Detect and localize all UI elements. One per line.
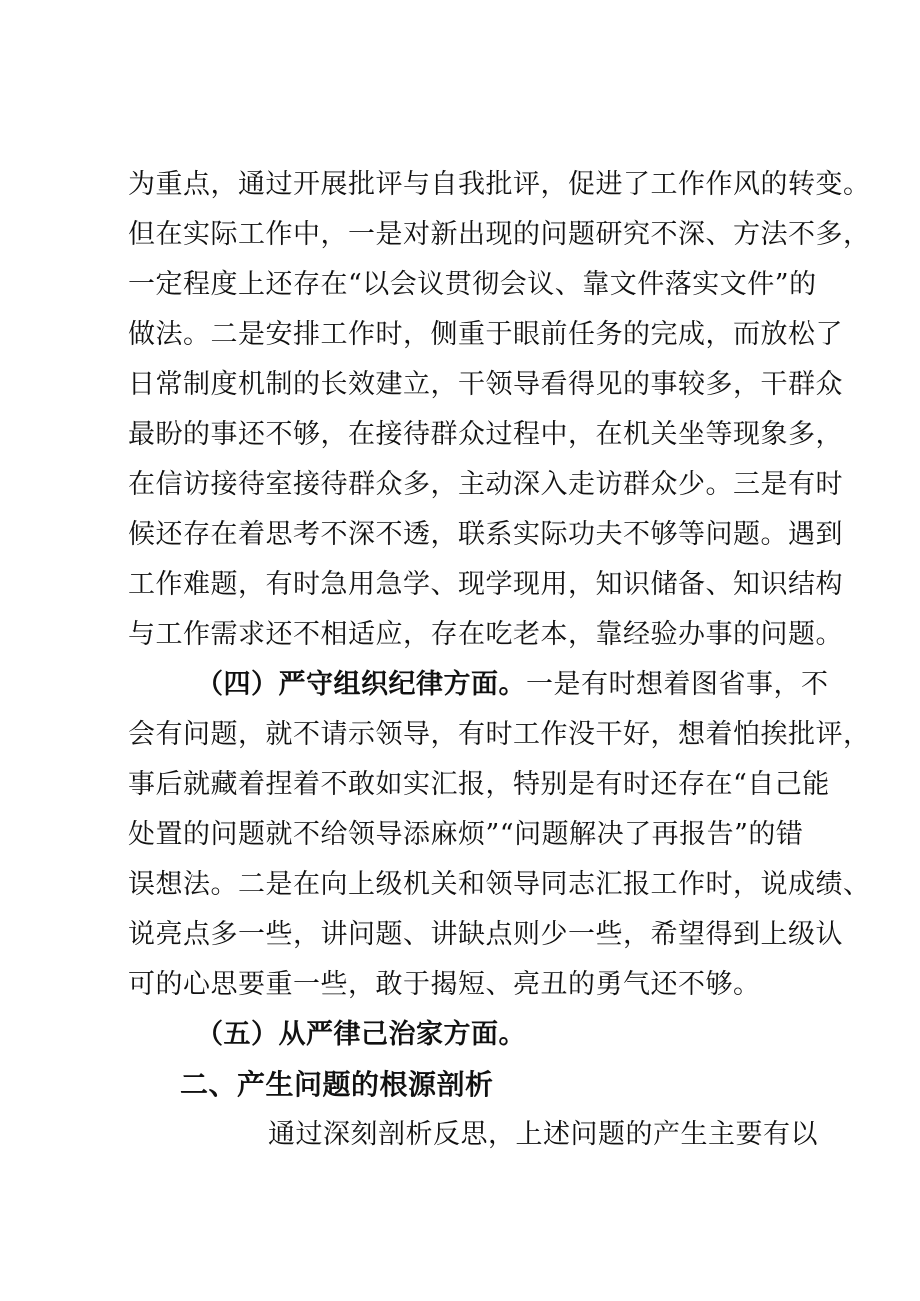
paragraph-line: 在信访接待室接待群众多，主动深入走访群众少。三是有时 (128, 469, 843, 500)
paragraph-line: 与工作需求还不相适应，存在吃老本，靠经验办事的问题。 (128, 619, 843, 650)
paragraph-line: 做法。二是安排工作时，侧重于眼前任务的完成，而放松了 (128, 319, 843, 350)
paragraph-line: 为重点，通过开展批评与自我批评，促进了工作作风的转变。 (128, 169, 871, 200)
paragraph-line: 会有问题，就不请示领导，有时工作没干好，想着怕挨批评， (128, 719, 871, 750)
paragraph-line: 一定程度上还存在“以会议贯彻会议、靠文件落实文件”的 (128, 269, 817, 300)
paragraph-line: 候还存在着思考不深不透，联系实际功夫不够等问题。遇到 (128, 519, 843, 550)
section5-heading: （五）从严律己治家方面。 (196, 1019, 526, 1050)
paragraph-line: 最盼的事还不够，在接待群众过程中，在机关坐等现象多， (128, 419, 843, 450)
paragraph-line: 日常制度机制的长效建立，干领导看得见的事较多，干群众 (128, 369, 843, 400)
paragraph-line: 工作难题，有时急用急学、现学现用，知识储备、知识结构 (128, 569, 843, 600)
paragraph-line: 误想法。二是在向上级机关和领导同志汇报工作时，说成绩、 (128, 869, 871, 900)
paragraph-line: 通过深刻剖析反思，上述问题的产生主要有以 (268, 1119, 818, 1150)
section4-first-line-text: 一是有时想着图省事，不 (526, 669, 829, 700)
section4-first-line (196, 665, 876, 705)
part2-heading: 二、产生问题的根源剖析 (180, 1068, 494, 1101)
paragraph-line: 事后就藏着捏着不敢如实汇报，特别是有时还存在“自己能 (128, 769, 830, 800)
paragraph-line: 说亮点多一些，讲问题、讲缺点则少一些，希望得到上级认 (128, 919, 843, 950)
paragraph-line: 但在实际工作中，一是对新出现的问题研究不深、方法不多， (128, 219, 871, 250)
paragraph-line: 处置的问题就不给领导添麻烦”“问题解决了再报告”的错 (128, 819, 804, 850)
paragraph-line: 可的心思要重一些，敢于揭短、亮丑的勇气还不够。 (128, 969, 761, 1000)
section5-heading-line (196, 1015, 876, 1055)
section4-heading: （四）严守组织纪律方面。 (196, 669, 526, 700)
